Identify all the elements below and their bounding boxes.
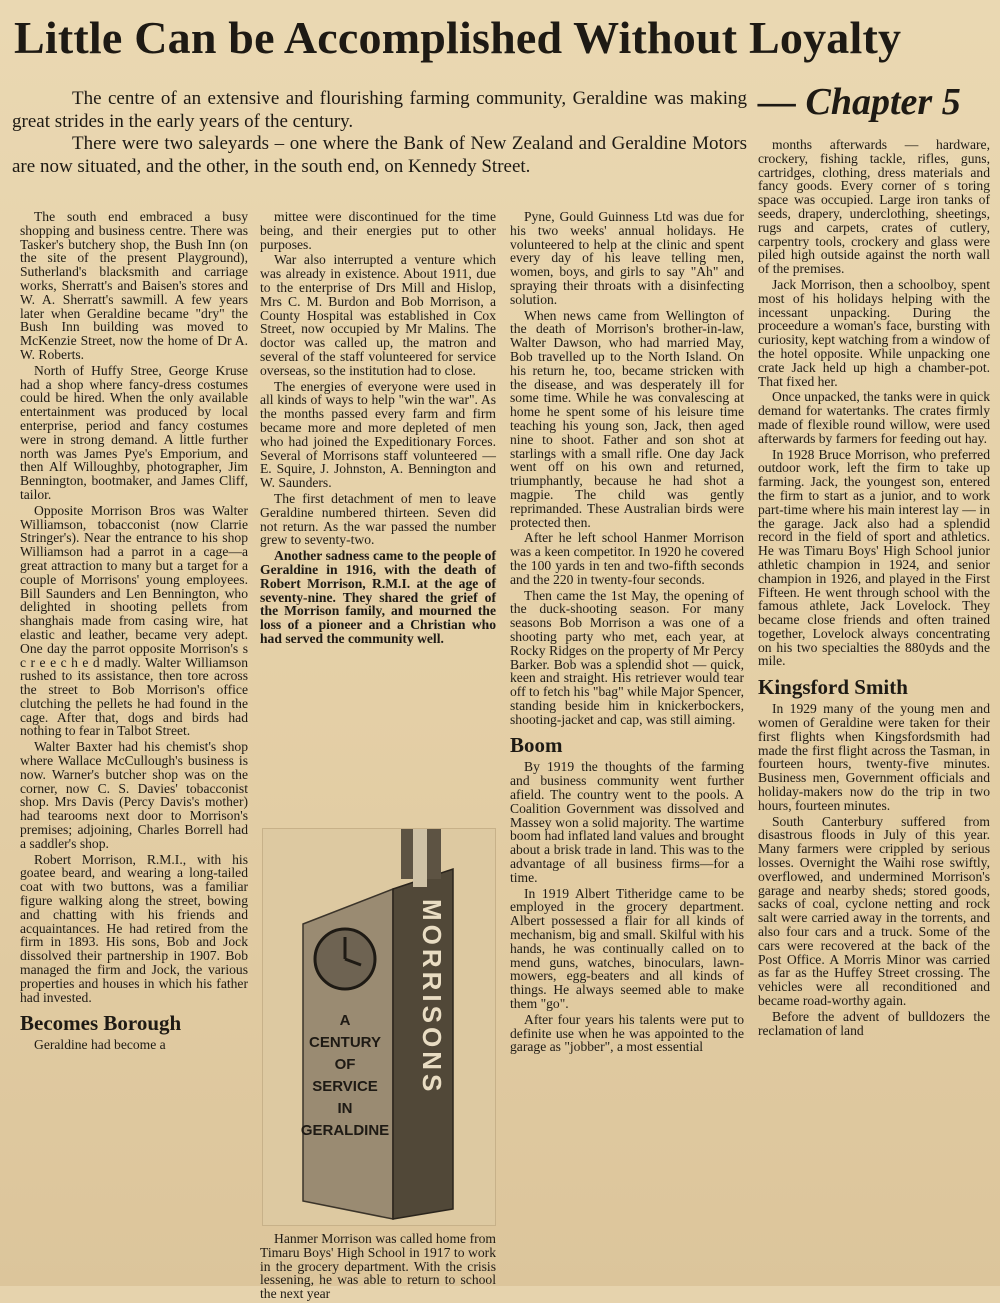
article-paragraph: Then came the 1st May, the opening of the duck-shooting season. For many seasons Bob Morrison a was one of a shooting party who met, each year, at Rocky Ridges on the property of Mr Percy Barker. Bob was a splendid shot — quick, keen and straight. His retriever would tear off to fetch his "bag" while Major Spencer, standing beside him in knickerbockers, shooting-jacket and cap, was still aiming. — [510, 587, 744, 727]
article-paragraph: Jack Morrison, then a schoolboy, spent most of his holidays helping with the incessant unpacking. During the proceedure a woman's face, bursting with curiosity, kept watching from a window of the hotel opposite. While unpacking one crate Jack held up high a chamber-pot. That fixed her. — [758, 276, 990, 389]
morrisons-building-illustration — [263, 829, 495, 1225]
article-paragraph: After he left school Hanmer Morrison was a keen competitor. In 1920 he covered the 100 yards in ten and two-fifth seconds and the 220 in twenty-four seconds. — [510, 530, 744, 587]
article-paragraph: North of Huffy Stree, George Kruse had a shop where fancy-dress costumes could be hired. When the only available entertainment was produced by local enterprise, period and fancy costumes were in strong demand. A little further north was James Pye's Emporium, and then Alf Willoughby, photographer, Jim Bennington, bootmaker, and James Cliff, tailor. — [20, 362, 248, 502]
article-paragraph: Pyne, Gould Guinness Ltd was due for his two weeks' annual holidays. He volunteered to help at the clinic and spent every day of his leave telling men, women, boys, and girls to say "Ah" and spraying their throats with a disinfecting solution. — [510, 209, 744, 307]
article-paragraph: In 1928 Bruce Morrison, who preferred outdoor work, left the firm to take up farming. Jack, the youngest son, entered the firm to start as a junior, and to work part-time where his main interest lay — in the garage. Jack also had a splendid record in the field of sport and athletics. He was Timaru Boys' High School junior athletic champion in 1924, and senior champion in 1926, and played in the First Fifteen. He went through school with the famous athlete, Jack Lovelock. They became close friends and often trained together, Lovelock always concentrating on his two specialties the 880yds and the mile. — [758, 446, 990, 669]
intro-paragraph: The centre of an extensive and flourishing farming community, Geraldine was making great strides in the early years of the century. — [12, 88, 747, 132]
article-paragraph: mittee were discontinued for the time being, and their energies put to other purposes. — [260, 209, 496, 252]
article-paragraph: Geraldine had become a — [34, 1037, 166, 1053]
column-2-bottom — [260, 1232, 496, 1303]
article-paragraph: By 1919 the thoughts of the farming and business community went further afield. The country went to the pools. A Coalition Government was dissolved and Massey won a solid majority. The wartime boom had inflated land values and brought about a brisk trade in land. This was to the advantage of all business firms—for a time. — [510, 759, 744, 885]
subheading-becomes-borough: Becomes Borough — [20, 1011, 182, 1036]
article-paragraph: War also interrupted a venture which was already in existence. About 1911, due to the enterprise of Drs Mill and Hislop, Mrs C. M. Burdon and Bob Morrison, a County Hospital was established in Cox Street, now occupied by Mr Malins. The doctor was called up, the matron and several of the staff volunteered for service overseas, so the institution had to close. — [260, 252, 496, 378]
intro — [12, 88, 747, 178]
column-3 — [510, 210, 744, 1056]
article-paragraph: In 1929 many of the young men and women of Geraldine were taken for their first flights when Kingsfordsmith had made the first flight across the Tasman, in fourteen hours, twenty-five minutes. Business men, Government officials and holiday-makers now do the trip in two hours, fourteen minutes. — [758, 701, 990, 813]
article-paragraph: Opposite Morrison Bros was Walter Williamson, tobacconist (now Clarrie Stringer's). Near the entrance to his shop Williamson had a parrot in a cage—a great attraction to many but a target for a couple of Morrisons' young employees. Bill Saunders and Len Bennington, who delighted in shooting pellets from shanghais made from casing wire, hat elastic and leather, became very adept. One day the parrot opposite Morrison's s c r e e c h e d madly. Walter Williamson rushed to its assistance, then tore across the street to Bob Morrison's office clutching the pellets he had found in the cage. After that, dogs and birds had nothing to fear in Talbot Street. — [20, 502, 248, 739]
chapter-label: — Chapter 5 — [758, 81, 961, 123]
article-paragraph: Robert Morrison, R.M.I., with his goatee beard, and wearing a long-tailed coat with two buttons, was a familiar figure walking along the street, bowing and chatting with his friends and acquaintances. He had retired from the firm in 1893. His sons, Bob and Jock dissolved their partnership in 1907. Bob managed the firm and Jock, the various properties and houses in which his father had invested. — [20, 851, 248, 1005]
article-paragraph: In 1919 Albert Titheridge came to be employed in the grocery department. Albert possessed a flair for all kinds of mechanism, big and small. Skilful with his hands, he was continually called on to mend guns, watches, binoculars, lawn-mowers, egg-beaters and all kinds of things. He always seemed able to make them "go". — [510, 885, 744, 1012]
article-paragraph: The first detachment of men to leave Geraldine numbered thirteen. Seven did not return. As the war passed the number grew to seventy-two. — [260, 490, 496, 548]
article-paragraph: The energies of everyone were used in all kinds of ways to help "win the war". As the months passed every farm and firm became more and more depleted of men who had joined the Expeditionary Forces. Several of Morrisons staff volunteered — E. Squire, J. Johnston, A. Bennington and W. Saunders. — [260, 378, 496, 491]
article-paragraph: After four years his talents were put to definite use when he was appointed to the garage as "jobber", a most essential — [510, 1011, 744, 1055]
article-paragraph: South Canterbury suffered from disastrous floods in July of this year. Many farmers were crippled by serious losses. Overnight the Waihi rose swiftly, overflowed, and undermined Morrison's garage and nearby sheds; stored goods, sacks of coal, cyclone netting and rock salt were carried away in the torrents, and also four cars and a truck. Some of the cars were recovered at the back of the Post Office. A Morris Minor was carried as far as the Huffey Street crossing. The vehicles were all reconditioned and became road-worthy again. — [758, 813, 990, 1009]
caption-line: A — [339, 1012, 351, 1029]
article-paragraph: Once unpacked, the tanks were in quick demand for watertanks. The crates firmly made of flexible round willow, were used afterwards by farmers for feeding out hay. — [758, 389, 990, 446]
intro-paragraph: There were two saleyards – one where the Bank of New Zealand and Geraldine Motors are now situated, and the other, in the south end, on Kennedy Street. — [12, 133, 747, 177]
subheading-boom: Boom — [510, 733, 563, 758]
article-paragraph: Before the advent of bulldozers the reclamation of land — [758, 1008, 990, 1038]
column-4 — [758, 138, 990, 1039]
article-paragraph: When news came from Wellington of the death of Morrison's brother-in-law, Walter Dawson, who had married May, Bob travelled up to the North Island. On his return he, too, became stricken with the disease, and was desperately ill for some time. While he was convalescing at home he spent some of his leisure time teaching his young son, Jack, then aged nine to shoot. Father and son shot at starlings with a small rifle. One day Jack went off on his own and returned, triumphantly, because he had shot a magpie. The child was gently reprimanded. These Australian birds were protected then. — [510, 307, 744, 530]
headline: Little Can be Accomplished Without Loyalty — [14, 12, 902, 63]
column-1 — [20, 210, 248, 1054]
caption-line: CENTURY — [309, 1034, 381, 1051]
column-2 — [260, 210, 496, 648]
article-paragraph: months afterwards — hardware, crockery, fishing tackle, rifles, guns, cartridges, clothing, dress materials and fancy goods. Every corner of s toring space was occupied. Large iron tanks of seeds, drapery, underclothing, sheetings, rugs and carpets, crates of cutlery, carpentry tools, crockery and glass were piled high outside against the north wall of the premises. — [758, 137, 990, 277]
building-photo — [262, 828, 496, 1226]
bold-paragraph: Another sadness came to the people of Geraldine in 1916, with the death of Robert Morrison, R.M.I. at the age of seventy-nine. They shared the grief of the Morrison family, and mourned the loss of a pioneer and a Christian who had served the community well. — [260, 548, 496, 646]
article-paragraph: Hanmer Morrison was called home from Timaru Boys' High School in 1917 to work in the grocery department. With the crisis lessening, he was able to return to school the next year — [260, 1231, 496, 1302]
subheading-kingsford-smith: Kingsford Smith — [758, 675, 908, 700]
article-paragraph: Walter Baxter had his chemist's shop where Wallace McCullough's business is now. Warner's butcher shop was on the corner, now C. S. Davies' tobacconist shop. Mrs Davis (Percy Davis's mother) had tearooms next door to Morrison's premises; adjoining, Charles Borrell had a saddler's shop. — [20, 739, 248, 851]
caption-line: GERALDINE — [300, 1122, 390, 1139]
morrisons-sign: MORRISONS — [417, 899, 447, 1096]
caption-line: SERVICE — [312, 1078, 378, 1095]
caption-line: OF — [334, 1056, 356, 1073]
article-paragraph: The south end embraced a busy shopping and business centre. There was Tasker's butchery shop, the Bush Inn (on the site of the present Playground), Sutherland's blacksmith and carriage works, Sherratt's and Baisen's stores and W. A. Sherratt's sawmill. A few years later when Geraldine became "dry" the Bush Inn building was moved to McKenzie Street, now the home of Dr A. W. Roberts. — [20, 209, 248, 362]
caption-line: IN — [337, 1100, 353, 1117]
